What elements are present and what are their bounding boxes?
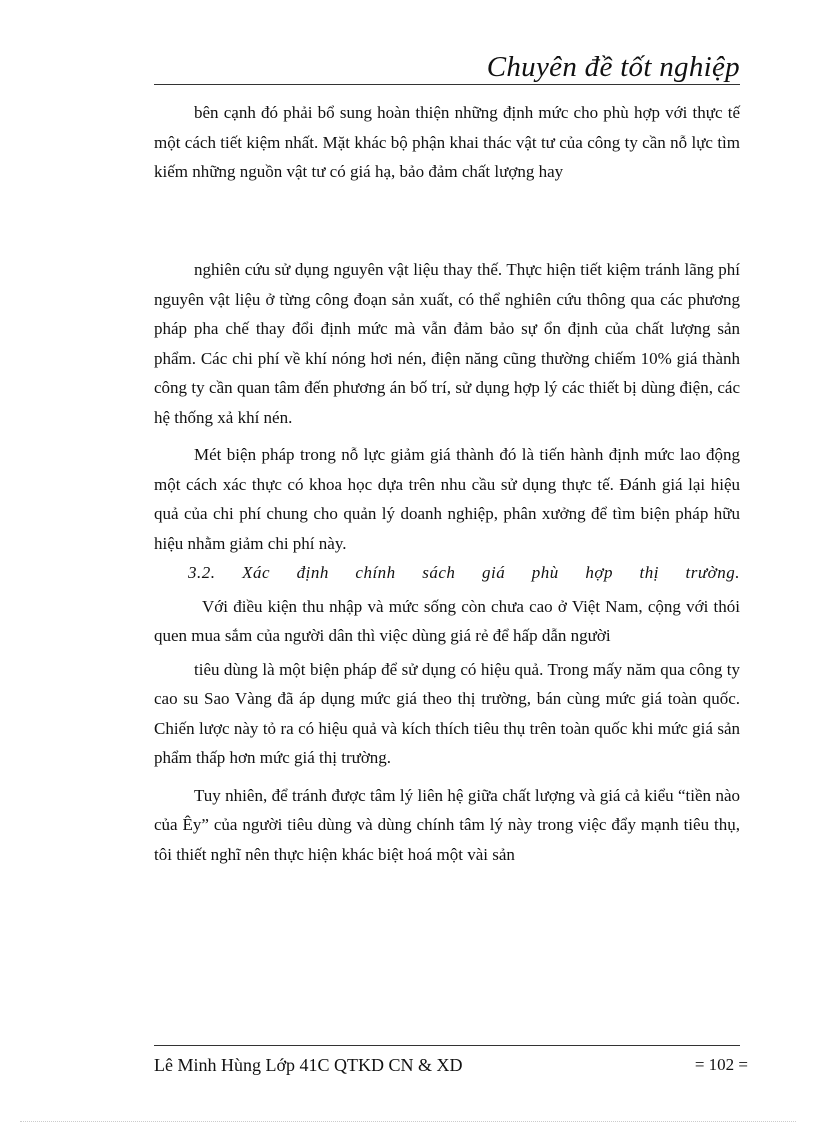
section-heading: 3.2. Xác định chính sách giá phù hợp thị trường. [188,563,740,582]
footer-divider [154,1045,740,1046]
paragraph-block-main [154,255,740,869]
paragraph: Tuy nhiên, để tránh được tâm lý liên hệ giữa chất lượng và giá cả kiểu “tiền nào của Êy” của người tiêu dùng và dùng chính tâm lý này trong việc đẩy mạnh tiêu thụ, tôi thiết nghĩ nên thực hiện khác biệt hoá một vài sản [154,785,740,864]
paragraph: bên cạnh đó phải bổ sung hoàn thiện những định mức cho phù hợp với thực tế một cách tiết kiệm nhất. Mặt khác bộ phận khai thác vật tư của công ty cần nỗ lực tìm kiếm những nguồn vật tư có giá hạ, bảo đảm chất lượng hay [154,103,740,181]
paragraph: nghiên cứu sử dụng nguyên vật liệu thay thế. Thực hiện tiết kiệm tránh lãng phí nguyên vật liệu ở từng công đoạn sản xuất, có thể nghiên cứu thông qua các phương pháp pha chế thay đổi định mức mà vẫn đảm bảo sự ổn định của chất lượng sản phẩm. Các chi phí về khí nóng hơi nén, điện năng cũng thường chiếm 10% giá thành công ty cần quan tâm đến phương án bố trí, sử dụng hợp lý các thiết bị dùng điện, các hệ thống xả khí nén. [154,260,740,427]
paragraph: tiêu dùng là một biện pháp để sử dụng có hiệu quả. Trong mấy năm qua công ty cao su Sao Vàng đã áp dụng mức giá theo thị trường, bán cùng mức giá toàn quốc. Chiến lược này tỏ ra có hiệu quả và kích thích tiêu thụ trên toàn quốc khi mức giá sản phẩm thấp hơn mức giá thị trường. [154,659,740,767]
footer-author: Lê Minh Hùng Lớp 41C QTKD CN & XD [154,1055,463,1075]
page-bottom-border [20,1121,796,1122]
header-title: Chuyên đề tốt nghiệp [486,51,740,83]
page-number: = 102 = [694,1055,748,1074]
page-header [154,50,740,85]
paragraph-block-top [154,98,740,187]
paragraph: Mét biện pháp trong nỗ lực giảm giá thành đó là tiến hành định mức lao động một cách xác thực có khoa học dựa trên nhu cầu sử dụng thực tế. Đánh giá lại hiệu quả của chi phí chung cho quản lý doanh nghiệp, phân xưởng để tìm biện pháp hữu hiệu nhằm giảm chi phí này. [154,445,740,553]
paragraph: Với điều kiện thu nhập và mức sống còn chưa cao ở Việt Nam, cộng với thói quen mua sắm của người dân thì việc dùng giá rẻ để hấp dẫn người [154,596,740,645]
